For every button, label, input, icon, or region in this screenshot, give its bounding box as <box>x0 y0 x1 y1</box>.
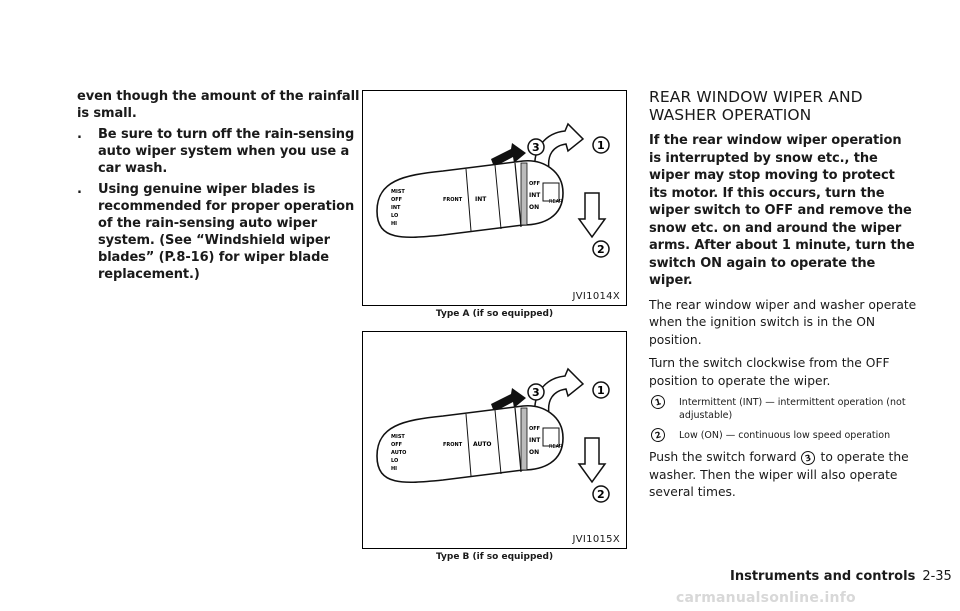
list-item-text: Intermittent (INT) — intermittent operation (not adjustable) <box>679 397 906 421</box>
svg-text:ON: ON <box>529 204 540 211</box>
svg-text:LO: LO <box>391 213 399 219</box>
svg-text:MIST: MIST <box>391 189 405 195</box>
svg-text:AUTO: AUTO <box>473 441 492 448</box>
svg-text:HI: HI <box>391 221 398 227</box>
continuation-text: even though the amount of the rainfall is small. <box>77 89 360 121</box>
figure-code: JVI1015X <box>572 534 620 545</box>
down-arrow-2-icon <box>579 438 605 482</box>
left-column <box>77 88 362 287</box>
list-item-text: Low (ON) — continuous low speed operation <box>679 430 891 441</box>
callout-1: 1 <box>597 139 605 152</box>
svg-text:LO: LO <box>391 458 399 464</box>
figure-caption: Type A (if so equipped) <box>435 309 554 319</box>
callout-2: 2 <box>597 488 605 501</box>
svg-text:OFF: OFF <box>391 197 403 203</box>
svg-text:INT: INT <box>391 205 401 211</box>
bullet-item <box>77 181 362 283</box>
down-arrow-2-icon <box>579 193 605 237</box>
page-footer <box>730 569 952 584</box>
callout-2-icon: 2 <box>649 426 666 443</box>
callout-1-icon: 1 <box>649 393 666 410</box>
bullet-dot: . <box>77 182 82 197</box>
list-item <box>649 396 917 422</box>
svg-text:MIST: MIST <box>391 434 405 440</box>
section-heading: REAR WINDOW WIPER AND WASHER OPERATION <box>649 88 863 124</box>
paragraph: Turn the switch clockwise from the OFF position to operate the wiper. <box>649 356 890 388</box>
figure-type-a <box>362 90 627 306</box>
figure-caption: Type B (if so equipped) <box>435 552 554 562</box>
bullet-dot: . <box>77 127 82 142</box>
right-column <box>649 88 917 508</box>
figure-type-b <box>362 331 627 549</box>
end-label: REAR <box>549 444 563 450</box>
paragraph: The rear window wiper and washer operate when the ignition switch is in the ON position. <box>649 297 917 347</box>
figure-code: JVI1014X <box>572 291 620 302</box>
bullet-text: Using genuine wiper blades is recommended for proper operation of the rain-sensing auto wiper system. (See “Windshield wiper blades” (P.8-16) for wiper blade replacement.) <box>98 182 355 282</box>
svg-text:OFF: OFF <box>529 426 541 432</box>
bullet-text: Be sure to turn off the rain-sensing auto wiper system when you use a car wash. <box>98 127 355 176</box>
svg-text:FRONT: FRONT <box>443 197 463 203</box>
svg-text:FRONT: FRONT <box>443 442 463 448</box>
callout-3: 3 <box>532 386 540 399</box>
callout-2: 2 <box>597 243 605 256</box>
end-label: REAR <box>549 199 563 205</box>
svg-text:ON: ON <box>529 449 540 456</box>
wiper-switch-illustration-a <box>363 91 626 305</box>
paragraph: Push the switch forward 3 to operate the washer. Then the wiper will also operate several times. <box>649 450 909 499</box>
section-name: Instruments and controls <box>730 569 916 584</box>
bullet-item <box>77 126 362 177</box>
list-item <box>649 429 917 442</box>
svg-text:AUTO: AUTO <box>391 450 407 456</box>
svg-text:INT: INT <box>529 192 541 199</box>
svg-text:OFF: OFF <box>391 442 403 448</box>
callout-3-icon: 3 <box>799 449 816 466</box>
svg-text:OFF: OFF <box>529 181 541 187</box>
page-number: 2-35 <box>922 569 952 584</box>
callout-1: 1 <box>597 384 605 397</box>
svg-text:HI: HI <box>391 466 398 472</box>
svg-text:INT: INT <box>529 437 541 444</box>
svg-text:INT: INT <box>475 196 487 203</box>
warning-text: If the rear window wiper operation is interrupted by snow etc., the wiper may stop moving to protect its motor. If this occurs, turn the wiper switch to OFF and remove the snow etc. on and around the wiper arms. After about 1 minute, turn the switch ON again to operate the wiper. <box>649 133 915 288</box>
wiper-switch-illustration-b <box>363 332 626 548</box>
figure-column <box>362 90 627 566</box>
callout-3: 3 <box>532 141 540 154</box>
watermark: carmanualsonline.info <box>676 590 856 606</box>
